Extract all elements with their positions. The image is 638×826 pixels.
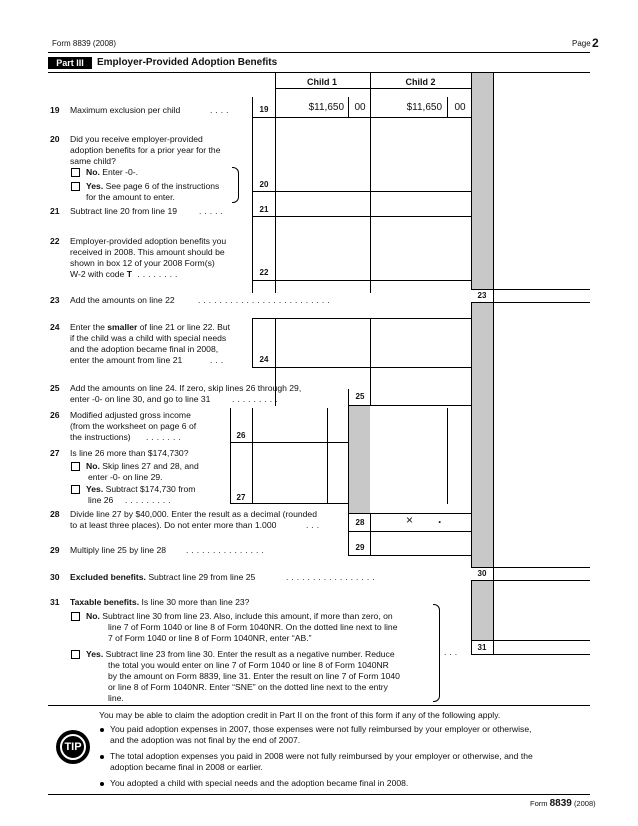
footer-year: (2008) [573,799,596,808]
line31-label: Taxable benefits. [70,597,140,607]
col-child1: Child 1 [306,77,337,87]
line24-text-1c: of line 21 or line 22. But [137,322,231,332]
line20-no-checkbox[interactable] [71,168,80,177]
line28-dots: ... [306,520,323,530]
line26-dots: ....... [146,432,184,442]
tip-intro: You may be able to claim the adoption credit in Part II on the front of this form if any of the following apply. [99,710,501,720]
tip-bullet-2 [100,755,104,759]
line24-box: 24 [259,355,269,364]
line28-rule [348,531,471,532]
gray-column-top [471,73,493,289]
line27-no-text-2: enter -0- on line 29. [88,472,163,482]
line31-box: 31 [477,643,487,652]
line28-text-1: Divide line 27 by $40,000. Enter the result as a decimal (rounded [70,509,317,519]
line24-text-1a: Enter the [70,322,108,332]
line25-dots: ......... [232,394,281,404]
line30-label: Excluded benefits. [70,572,146,582]
line26-text-1: Modified adjusted gross income [70,410,191,420]
line19-child1-cents: 00 [354,102,366,113]
line30-text: Subtract line 29 from line 25 [145,572,256,582]
vline26-box [230,408,231,504]
part-rule [48,72,590,73]
line31-no-label: No. [86,611,100,621]
line27-yes-text-2: line 26 [88,495,114,505]
vline26-amt3 [447,408,448,504]
line20-rule [252,191,471,192]
line22-text-3: shown in box 12 of your 2008 Form(s) [70,258,215,268]
vline-gray-right [493,73,494,640]
line27-yes-label: Yes. [86,484,104,494]
line27-no-text: Skip lines 27 and 28, and [99,461,199,471]
line30-rule [471,580,590,581]
tip-b2-line2: adoption became final in 2008 or earlier. [110,762,263,772]
page-number: 2 [592,36,599,50]
line24-rule-top [252,318,471,319]
footer-form-word: Form [530,799,548,808]
line28-text-2: to at least three places). Do not enter more than 1.000 [70,520,277,530]
line20-yes-label: Yes. [86,181,104,191]
part-tag: Part III [48,57,92,69]
vline-child2 [370,73,371,293]
tip-b3: You adopted a child with special needs and the adoption became final in 2008. [110,778,409,788]
line-num-28: 28 [50,509,60,519]
line30-rule-top [471,567,590,568]
line22-dots: ........ [131,269,181,279]
line24-text-3: and the adoption became final in 2008, [70,344,219,354]
line31-yes-text-3: by the amount on Form 8839, line 31. Enter the result on line 7 of Form 1040 [108,671,400,681]
line20-no-label: No. [86,167,100,177]
line-num-25: 25 [50,383,60,393]
tip-icon [56,730,90,764]
line26-text-2: (from the worksheet on page 6 of [70,421,197,431]
line31-rule-top [471,640,590,641]
line27-dots: ......... [125,495,174,505]
col-header-rule [275,88,471,89]
line23-box: 23 [477,291,487,300]
line28-times: × [406,513,414,527]
col-child2: Child 2 [405,77,436,87]
line-num-30: 30 [50,572,60,582]
line20-box: 20 [259,180,269,189]
line28-box: 28 [355,518,365,527]
line31-yes-label: Yes. [86,649,104,659]
line19-child1-amount: $11,650 [308,102,344,113]
form-id: Form 8839 (2008) [52,39,117,48]
vline-cents1 [348,97,349,117]
line29-text: Multiply line 25 by line 28 [70,545,167,555]
line27-yes-checkbox[interactable] [71,485,80,494]
line26-rule [230,442,348,443]
line19-box: 19 [259,105,269,114]
tip-bullet-3 [100,782,104,786]
line31-yes-checkbox[interactable] [71,650,80,659]
line20-text-2: adoption benefits for a prior year for the [70,145,221,155]
line20-yes-text: See page 6 of the instructions [103,181,220,191]
vline31-box-l [471,640,472,655]
line27-no-checkbox[interactable] [71,462,80,471]
line26-box: 26 [236,431,246,440]
line30-dots: ................. [286,572,378,582]
tip-b1-line1: You paid adoption expenses in 2007, those expenses were not fully reimbursed by your employer or otherwise, [110,724,532,734]
tip-badge: TIP [60,734,86,760]
line31-no-text-2: line 7 of Form 1040 or line 8 of Form 1040NR. On the dotted line next to line [108,622,398,632]
line22-code: T [126,269,132,279]
line25-text-1: Add the amounts on line 24. If zero, skip lines 26 through 29, [70,383,302,393]
line27-text-1: Is line 26 more than $174,730? [70,448,189,458]
gray-column-mid [471,302,493,567]
line29-box: 29 [355,543,365,552]
line23-dots: ......................... [198,295,333,305]
line30-box: 30 [477,569,487,578]
line23-rule-top [471,289,590,290]
line19-child2-amount: $11,650 [406,102,442,113]
tip-b1-line2: and the adoption was not final by the end of 2007. [110,735,301,745]
vline31-box-r [493,640,494,655]
line31-rule [471,654,590,655]
tip-bullet-1 [100,728,104,732]
line21-text: Subtract line 20 from line 19 [70,206,178,216]
line-num-26: 26 [50,410,60,420]
line24-text-4: enter the amount from line 21 [70,355,183,365]
tip-b2-line1: The total adoption expenses you paid in 2008 were not fully reimbursed by your employer or otherwise, and the [110,751,533,761]
line29-rule [348,555,471,556]
line31-no-text-1: Subtract line 30 from line 23. Also, include this amount, if more than zero, on [99,611,393,621]
line31-yes-text-2: the total you would enter on line 7 of Form 1040 or line 8 of Form 1040NR [108,660,389,670]
line31-yes-text-5: line. [108,693,124,703]
part-title: Employer-Provided Adoption Benefits [97,57,278,68]
line22-text-4: W-2 with code [70,269,125,279]
line25-box: 25 [355,392,365,401]
line31-no-text-3: 7 of Form 1040 or line 8 of Form 1040NR, enter “AB.” [108,633,312,643]
line-num-27: 27 [50,448,60,458]
line20-no-text: Enter -0-. [99,167,139,177]
line26-text-3: the instructions) [70,432,131,442]
line22-text-2: received in 2008. This amount should be [70,247,225,257]
footer-form-number: 8839 [549,798,572,809]
line-num-31: 31 [50,597,60,607]
vline26-amt1 [252,408,253,504]
vline-cents2 [447,97,448,117]
line24-text-2: if the child was a child with special needs [70,333,227,343]
line22-box: 22 [259,268,269,277]
line20-text-3: same child? [70,156,116,166]
line25-rule [348,405,471,406]
line19-dots: .... [210,105,232,115]
line24-rule [252,367,471,368]
line-num-24: 24 [50,322,60,332]
line-num-19: 19 [50,105,60,115]
line27-yes-text: Subtract $174,730 from [103,484,196,494]
footer-rule [48,794,590,795]
line31-no-checkbox[interactable] [71,612,80,621]
line29-dots: ............... [186,545,267,555]
line27-box: 27 [236,493,246,502]
line20-brace [232,167,239,203]
line-num-29: 29 [50,545,60,555]
vline-box-col [252,97,253,293]
header-rule [48,52,590,53]
line25-gray [349,405,370,513]
line-num-23: 23 [50,295,60,305]
line21-dots: ..... [199,206,226,216]
line19-rule [252,117,471,118]
line-num-22: 22 [50,236,60,246]
line27-rule [230,503,348,504]
vline-child1 [275,73,276,293]
line22-text-1: Employer-provided adoption benefits you [70,236,227,246]
line23-text: Add the amounts on line 22 [70,295,175,305]
vline-gray-left [471,73,472,640]
page-label: Page [572,39,591,48]
line24-smaller: smaller [107,322,138,332]
line-num-21: 21 [50,206,60,216]
gray-column-bottom [471,580,493,640]
line19-text: Maximum exclusion per child [70,105,181,115]
line28-decimal: . [438,512,442,526]
line21-box: 21 [259,205,269,214]
line19-child2-cents: 00 [454,102,466,113]
line31-dots: ... [444,647,461,657]
line20-yes-checkbox[interactable] [71,182,80,191]
line25-text-2: enter -0- on line 30, and go to line 31 [70,394,211,404]
line31-yes-text-1: Subtract line 23 from line 30. Enter the result as a negative number. Reduce [103,649,395,659]
line27-no-label: No. [86,461,100,471]
line22-rule [252,280,471,281]
line20-text-1: Did you receive employer-provided [70,134,203,144]
line23-rule [471,302,590,303]
line20-yes-text-2: for the amount to enter. [86,192,175,202]
line31-text: Is line 30 more than line 23? [139,597,250,607]
vline26-amt2 [327,408,328,504]
footer-form [530,798,596,809]
part-bottom-rule [48,705,590,706]
line24-dots: ... [210,355,227,365]
line31-brace [433,604,440,702]
line21-rule [252,216,471,217]
line31-yes-text-4: or line 8 of Form 1040NR. Enter “SNE” on the dotted line next to the entry [108,682,388,692]
line-num-20: 20 [50,134,60,144]
